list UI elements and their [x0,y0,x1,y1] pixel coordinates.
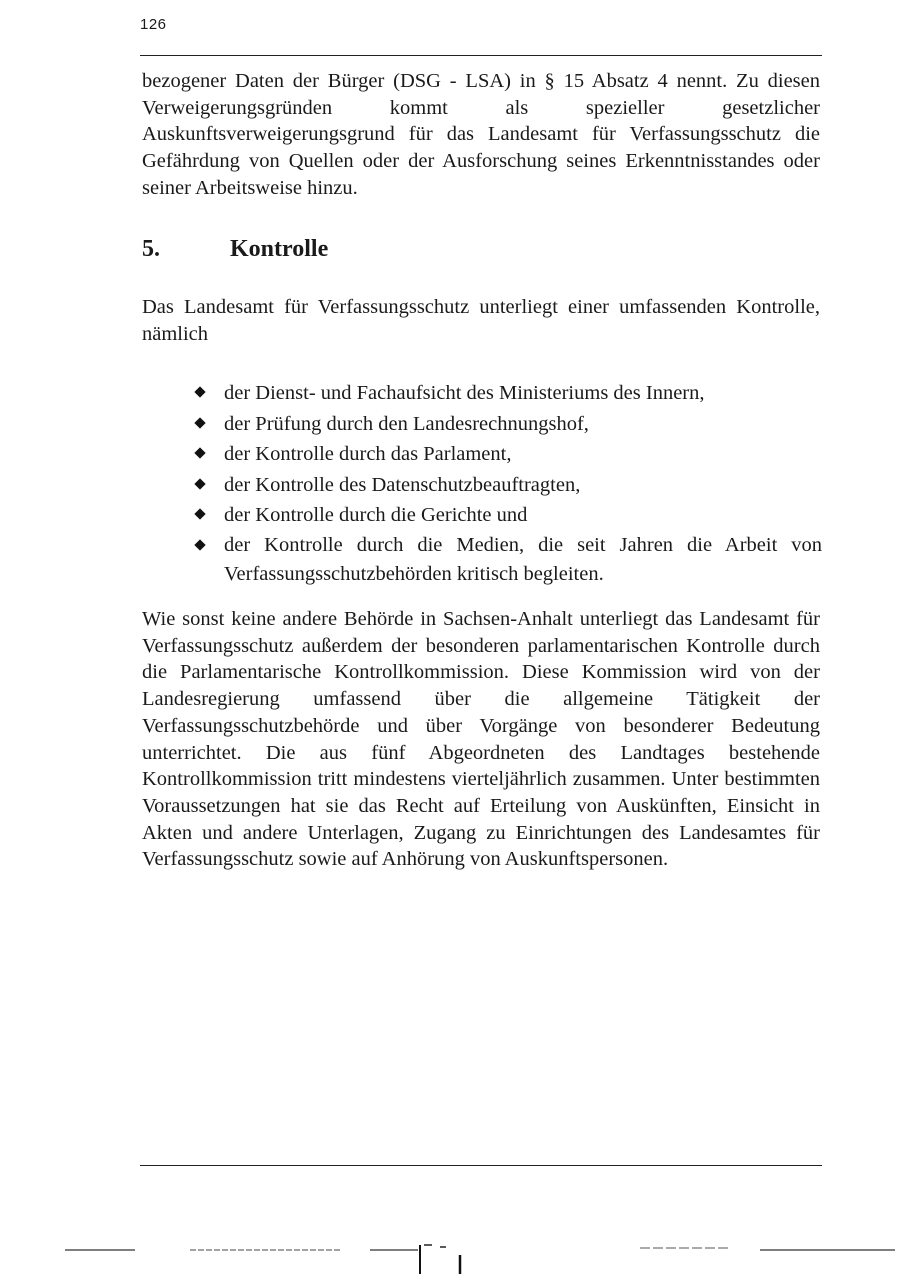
list-item [192,378,822,409]
header-rule [140,55,822,56]
control-list [192,378,822,589]
scan-artifact-marks [0,1225,900,1274]
diamond-bullet-icon [194,478,205,489]
list-item-text: der Dienst- und Fachaufsicht des Ministeriums des Innern, [224,382,705,404]
footer-rule [140,1165,822,1166]
page-number: 126 [140,16,167,33]
list-item-text: der Prüfung durch den Landesrechnungshof, [224,412,589,435]
intro-paragraph: bezogener Daten der Bürger (DSG - LSA) in § 15 Absatz 4 nennt. Zu diesen Verweigerungsgründen kommt als spezieller gesetzlicher Auskunftsverweigerungsgrund für das Landesamt für Verfassungsschutz die Gefährdung von Quellen oder der Ausforschung seines Erkenntnisstandes oder seiner Arbeitsweise hinzu. [142,70,820,199]
list-item [192,470,822,501]
list-item [192,500,822,531]
lead-paragraph: Das Landesamt für Verfassungsschutz unterliegt einer umfassenden Kontrolle, nämlich [142,296,820,345]
diamond-bullet-icon [194,447,205,458]
list-item [192,531,822,589]
list-item-text: der Kontrolle durch das Parlament, [224,443,512,465]
list-item-text: der Kontrolle des Datenschutzbeauftragten, [224,473,581,496]
list-item-text: der Kontrolle durch die Gerichte und [224,504,528,526]
diamond-bullet-icon [194,508,205,519]
section-number: 5. [142,236,160,262]
list-item [192,409,822,440]
diamond-bullet-icon [194,386,205,397]
list-item-text: der Kontrolle durch die Medien, die seit Jahren die Arbeit von Verfassungsschutzbehörden kritisch begleiten. [224,533,822,585]
diamond-bullet-icon [194,539,205,550]
list-item [192,439,822,470]
section-heading [142,236,328,263]
section-title: Kontrolle [230,236,329,262]
closing-paragraph: Wie sonst keine andere Behörde in Sachsen-Anhalt unterliegt das Landesamt für Verfassungsschutz außerdem der besonderen parlamentarischen Kontrolle durch die Parlamentarische Kontrollkommission. Diese Kommission wird von der Landesregierung umfassend über die allgemeine Tätigkeit der Verfassungsschutzbehörde und über Vorgänge von besonderer Bedeutung unterrichtet. Die aus fünf Abgeordneten des Landtages bestehende Kontrollkommission tritt mindestens vierteljährlich zusammen. Unter bestimmten Voraussetzungen hat sie das Recht auf Erteilung von Auskünften, Einsicht in Akten und andere Unterlagen, Zugang zu Einrichtungen des Landesamtes für Verfassungsschutz sowie auf Anhörung von Auskunftspersonen. [142,608,820,871]
diamond-bullet-icon [194,417,205,428]
